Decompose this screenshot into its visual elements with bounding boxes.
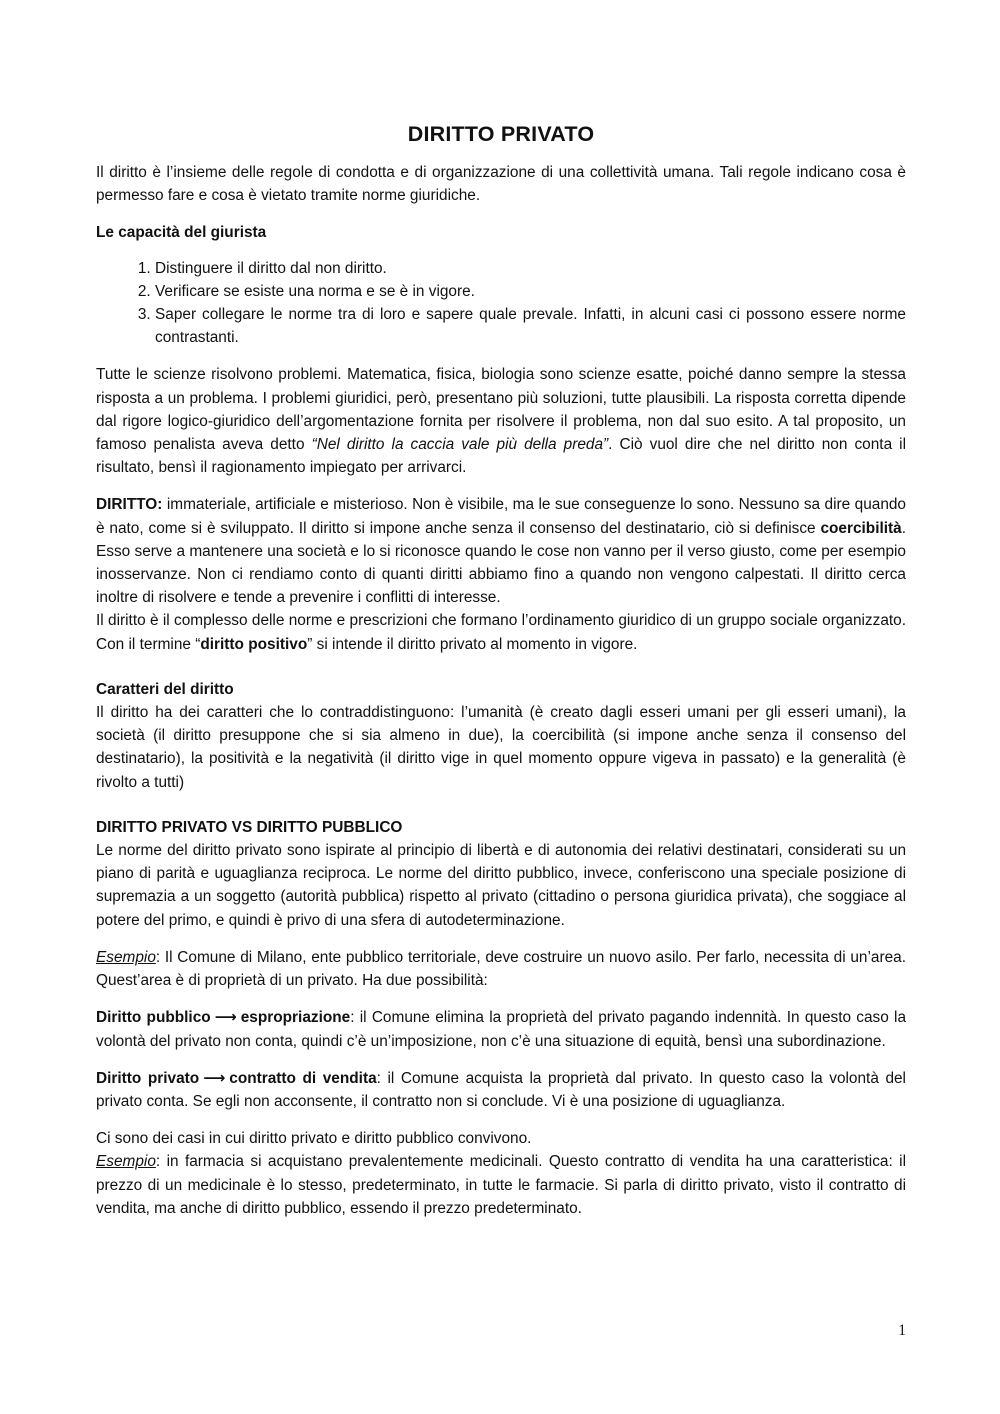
caratteri-heading: Caratteri del diritto: [96, 680, 234, 698]
capacita-heading: Le capacità del giurista: [96, 224, 267, 242]
diritto-para2-end: ” si intende il diritto privato al momento in vigore.: [307, 635, 638, 653]
esempio-1-label: Esempio: [96, 948, 156, 966]
privato-label: Diritto privato: [96, 1069, 200, 1087]
privato-text: : il Comune acquista la proprietà dal privato. In questo caso la volontà del privato conta. Se egli non acconsente, il contratto non si conclude. Vi è una posizione di uguaglianza.: [96, 1069, 906, 1110]
diritto-bold-1: coercibilità: [820, 519, 902, 537]
esempio-2-label: Esempio: [96, 1153, 156, 1171]
diritto-text-2: . Esso serve a mantenere una società e lo si riconosce quando le cose non vanno per il verso giusto, come per esempio inosservanze. Non ci rendiamo conto di quanti diritti abbiamo fino a quando non vengono calpestati. Il diritto cerca inoltre di risolvere e tende a prevenire i conflitti di interesse.: [96, 519, 906, 607]
arrow-right-icon: ⟶: [214, 1009, 237, 1027]
scienze-paragraph: [96, 363, 906, 479]
vs-paragraph: Le norme del diritto privato sono ispirate al principio di libertà e di autonomia dei relativi destinatari, considerati su un piano di parità e uguaglianza reciproca. Le norme del diritto pubblico, invece, conferiscono una speciale posizione di supremazia a un soggetto (autorità pubblica) rispetto al privato (cittadino o persona giuridica privata), che soggiace al potere del primo, e quindi è privo di una sfera di autodeterminazione.: [96, 842, 906, 929]
diritto-para2-start: Il diritto è il complesso delle norme e prescrizioni che formano l’ordinamento giuridico di un gruppo sociale organizzato. Con il termine “: [96, 612, 906, 653]
intro-paragraph: Il diritto è l’insieme delle regole di condotta e di organizzazione di una collettività umana. Tali regole indicano cosa è permesso fare e cosa è vietato tramite norme giuridiche.: [96, 164, 906, 205]
pubblico-bold: espropriazione: [240, 1009, 351, 1027]
esempio-1-paragraph: [96, 946, 906, 992]
arrow-right-icon: ⟶: [203, 1069, 226, 1087]
pubblico-text: : il Comune elimina la proprietà del privato pagando indennità. In questo caso la volontà del privato non conta, quindi c’è un’imposizione, non c’è una situazione di equità, bensì una subordinazione.: [96, 1009, 906, 1050]
list-item: 1. Distinguere il diritto dal non diritto.: [155, 257, 906, 280]
page-title: DIRITTO PRIVATO: [407, 122, 595, 146]
document-page: [96, 118, 906, 1220]
scienze-text: Tutte le scienze risolvono problemi. Matematica, fisica, biologia sono scienze esatte, poiché danno sempre la stessa risposta a un problema. I problemi giuridici, però, presentano più soluzioni, tutte plausibili. La risposta corretta dipende dal rigore logico-giuridico dell’argomentazione fornita per risolvere il problema, non dal suo esito. A tal proposito, un famoso penalista aveva detto: [96, 366, 906, 454]
list-item: 3. Saper collegare le norme tra di loro e sapere quale prevale. Infatti, in alcuni casi ci possono essere norme contrastanti.: [155, 303, 906, 349]
esempio-2-paragraph: [96, 1150, 906, 1220]
caratteri-paragraph: Il diritto ha dei caratteri che lo contraddistinguono: l’umanità (è creato dagli esseri umani per gli esseri umani), la società (il diritto presuppone che si sia almeno in due), la coercibilità (si impone anche senza il consenso del destinatario), la positività e la negatività (il diritto vige in quel momento oppure vigeva in passato) e la generalità (è rivolto a tutti): [96, 704, 906, 791]
privato-paragraph: [96, 1067, 906, 1113]
vs-heading: DIRITTO PRIVATO VS DIRITTO PUBBLICO: [96, 818, 403, 836]
capacita-list: [96, 257, 906, 350]
diritto-label: DIRITTO:: [96, 496, 163, 514]
scienze-quote: “Nel diritto la caccia vale più della preda”: [311, 436, 609, 454]
diritto-para2-bold: diritto positivo: [200, 635, 308, 653]
diritto-paragraph: [96, 493, 906, 609]
diritto-paragraph-2: [96, 609, 906, 655]
pubblico-label: Diritto pubblico: [96, 1009, 211, 1027]
esempio-1-text: : Il Comune di Milano, ente pubblico territoriale, deve costruire un nuovo asilo. Per farlo, necessita di un’area. Quest’area è di proprietà di un privato. Ha due possibilità:: [96, 948, 906, 990]
privato-bold: contratto di vendita: [229, 1069, 377, 1087]
convivono-paragraph: Ci sono dei casi in cui diritto privato e diritto pubblico convivono.: [96, 1130, 532, 1148]
pubblico-paragraph: [96, 1006, 906, 1052]
page-number: 1: [898, 1322, 906, 1339]
esempio-2-text: : in farmacia si acquistano prevalentemente medicinali. Questo contratto di vendita ha una caratteristica: il prezzo di un medicinale è lo stesso, predeterminato, in tutte le farmacie. Si parla di diritto privato, visto il contratto di vendita, ma anche di diritto pubblico, essendo il prezzo predeterminato.: [96, 1153, 906, 1217]
list-item: 2. Verificare se esiste una norma e se è in vigore.: [155, 280, 906, 303]
scienze-after: . Ciò vuol dire che nel diritto non conta il risultato, bensì il ragionamento impiegato per arrivarci.: [96, 436, 907, 477]
diritto-text-1: immateriale, artificiale e misterioso. Non è visibile, ma le sue conseguenze lo sono. Nessuno sa dire quando è nato, come si è sviluppato. Il diritto si impone anche senza il consenso del destinatario, ciò si definisce: [96, 496, 906, 537]
